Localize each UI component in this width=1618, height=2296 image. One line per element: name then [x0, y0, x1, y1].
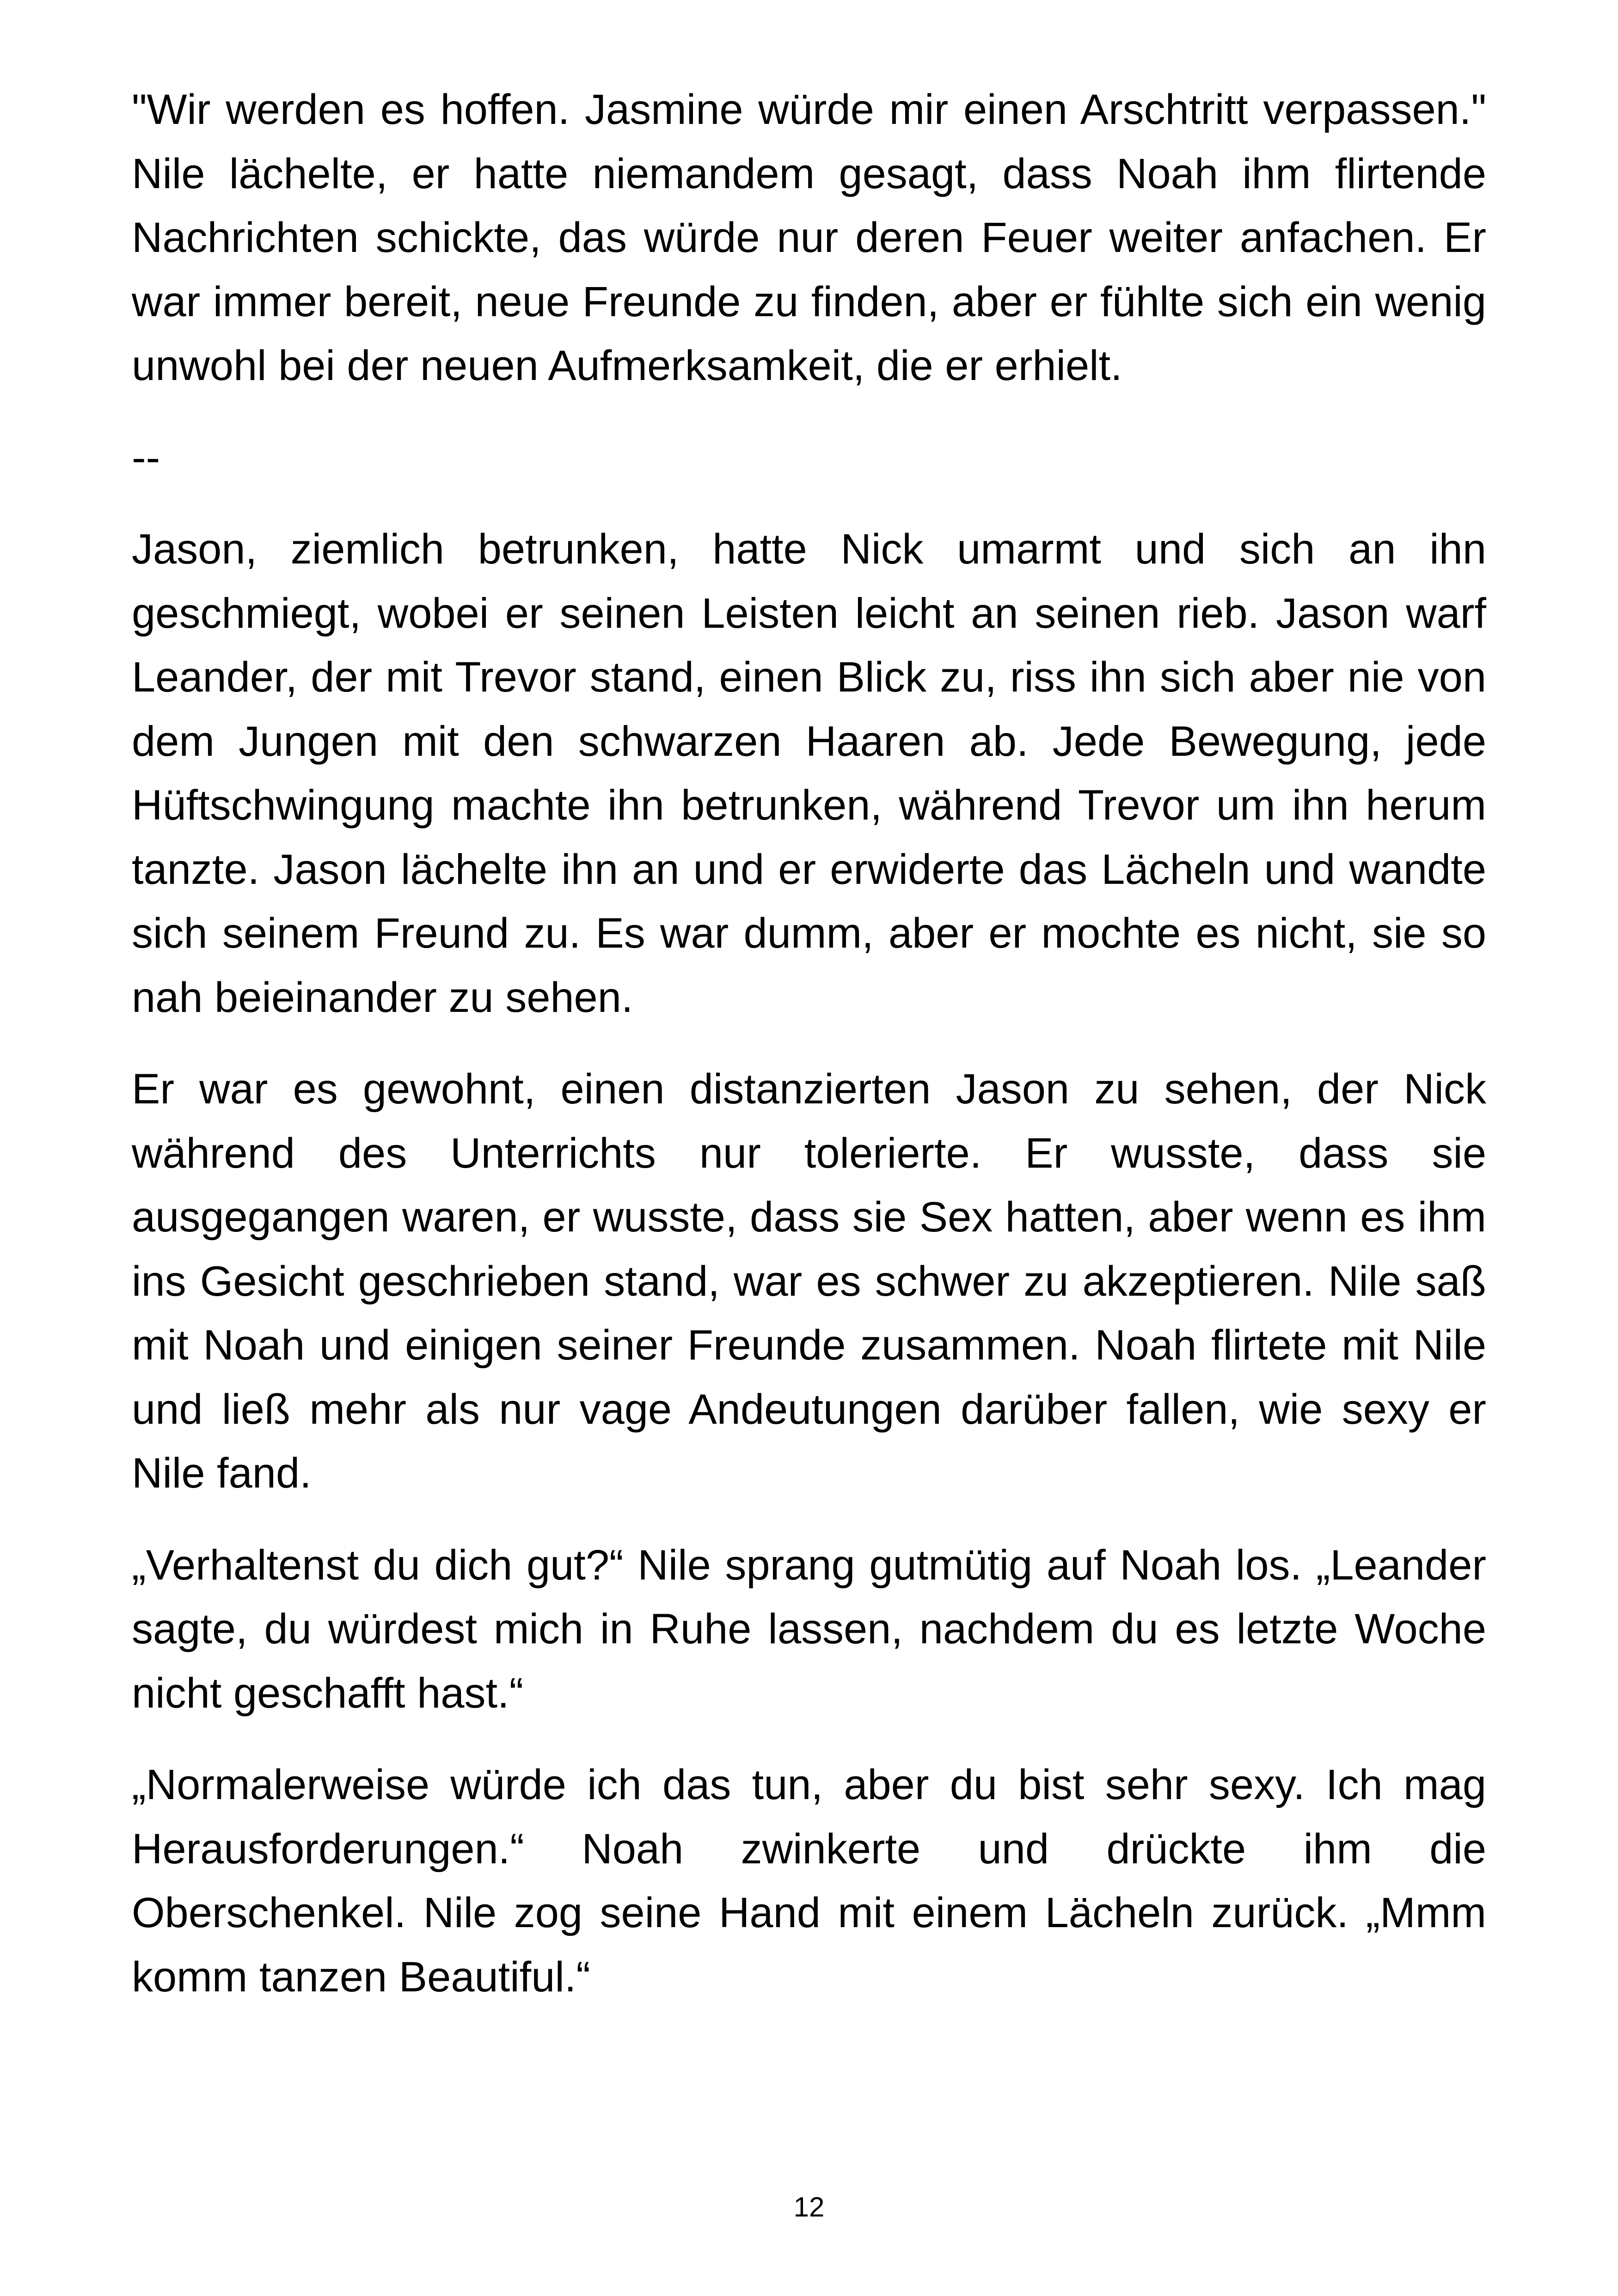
page-number: 12: [793, 2192, 825, 2223]
paragraph-3: Er war es gewohnt, einen distanzierten Jason zu sehen, der Nick während des Unterrichts nur tolerierte. Er wusste, dass sie ausgegangen waren, er wusste, dass sie Sex hatten, aber wenn es ihm ins Gesicht geschrieben stand, war es schwer zu akzeptieren. Nile saß mit Noah und einigen seiner Freunde zusammen. Noah flirtete mit Nile und ließ mehr als nur vage Andeutungen darüber fallen, wie sexy er Nile fand.: [132, 1065, 1486, 1497]
scene-separator: --: [132, 434, 160, 481]
paragraph-1: "Wir werden es hoffen. Jasmine würde mir einen Arschtritt verpassen." Nile lächelte, er hatte niemandem gesagt, dass Noah ihm flirtende Nachrichten schickte, das würde nur deren Feuer weiter anfachen. Er war immer bereit, neue Freunde zu finden, aber er fühlte sich ein wenig unwohl bei der neuen Aufmerksamkeit, die er erhielt.: [132, 86, 1486, 389]
paragraph-2: Jason, ziemlich betrunken, hatte Nick umarmt und sich an ihn geschmiegt, wobei er seinen Leisten leicht an seinen rieb. Jason warf Leander, der mit Trevor stand, einen Blick zu, riss ihn sich aber nie von dem Jungen mit den schwarzen Haaren ab. Jede Bewegung, jede Hüftschwingung machte ihn betrunken, während Trevor um ihn herum tanzte. Jason lächelte ihn an und er erwiderte das Lächeln und wandte sich seinem Freund zu. Es war dumm, aber er mochte es nicht, sie so nah beieinander zu sehen.: [132, 526, 1486, 1021]
paragraph-5: „Normalerweise würde ich das tun, aber du bist sehr sexy. Ich mag Herausforderungen.“ Noah zwinkerte und drückte ihm die Oberschenkel. Nile zog seine Hand mit einem Lächeln zurück. „Mmm komm tanzen Beautiful.“: [132, 1761, 1486, 2001]
paragraph-4: „Verhaltenst du dich gut?“ Nile sprang gutmütig auf Noah los. „Leander sagte, du würdest mich in Ruhe lassen, nachdem du es letzte Woche nicht geschafft hast.“: [132, 1541, 1486, 1717]
body-text: [132, 78, 1486, 2037]
